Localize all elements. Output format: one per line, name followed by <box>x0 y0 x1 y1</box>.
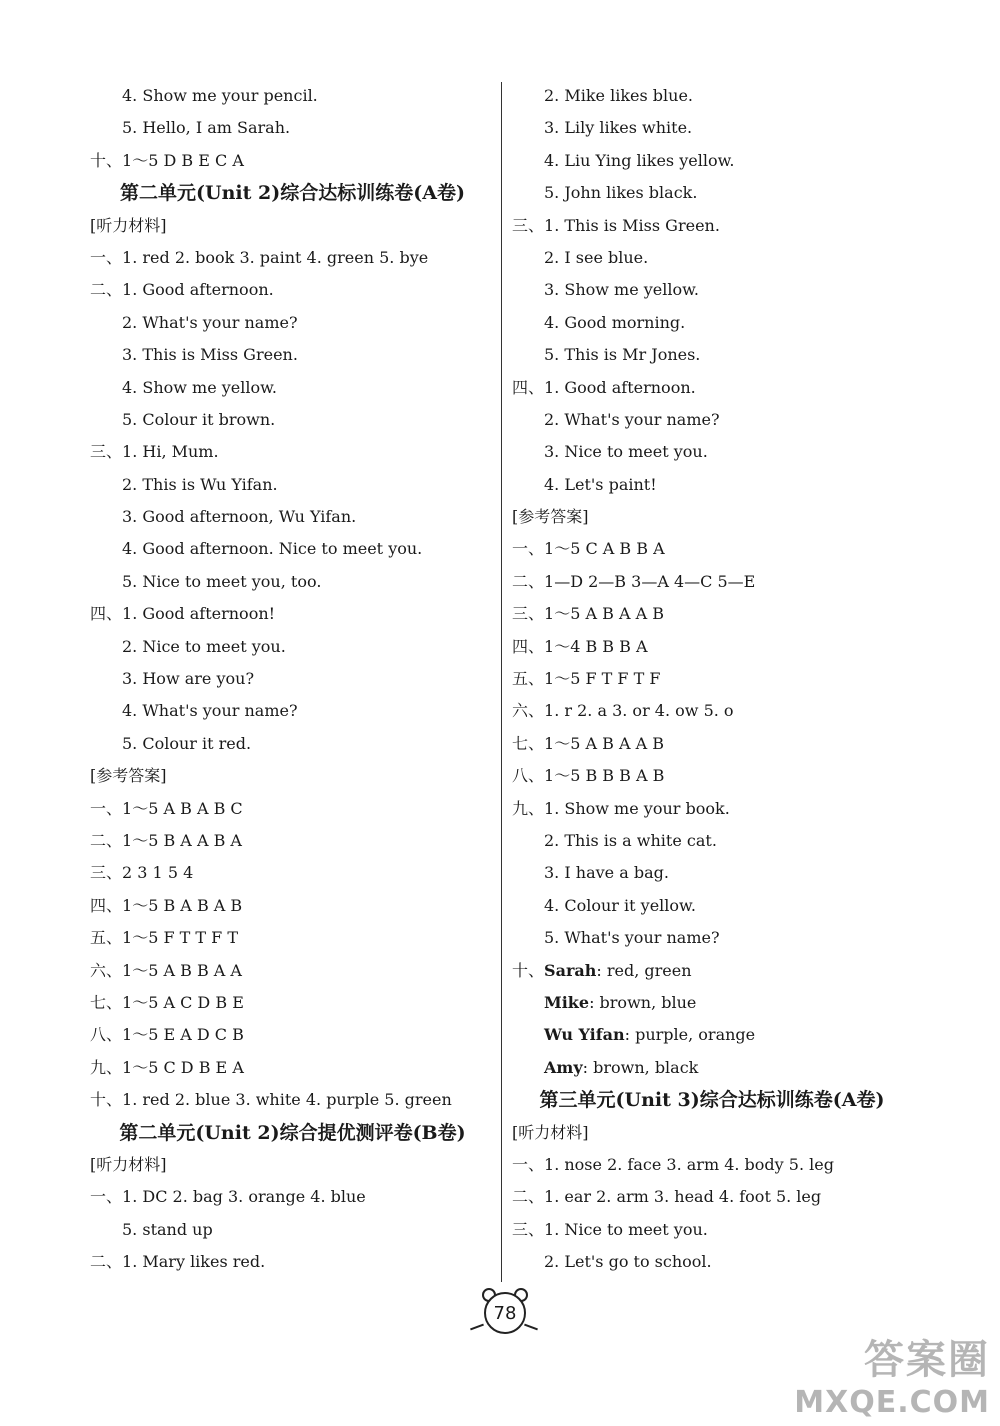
answer-line <box>90 663 495 695</box>
left-column <box>90 80 495 1278</box>
line-text: 5. Colour it brown. <box>122 409 276 429</box>
line-text: 5. This is Mr Jones. <box>544 345 701 365</box>
answer-line <box>90 339 495 371</box>
question-line <box>90 145 495 177</box>
question-line <box>512 663 912 695</box>
question-number: 五、 <box>512 669 545 689</box>
answer-line <box>90 372 495 404</box>
question-number: 一、 <box>90 798 123 818</box>
question-number: 四、 <box>90 895 123 915</box>
line-text: 5. Nice to meet you, too. <box>122 571 322 591</box>
question-number: 七、 <box>90 992 123 1012</box>
line-text: 1. red 2. blue 3. white 4. purple 5. green <box>122 1090 452 1110</box>
line-text: 4. Good morning. <box>544 312 686 332</box>
subsection-label: [听力材料] <box>90 1154 167 1174</box>
line-text: 1～5 E A D C B <box>122 1025 244 1045</box>
answer-line <box>90 533 495 565</box>
answer-line <box>90 112 495 144</box>
answer-line <box>512 1019 912 1051</box>
line-text: 1. Nice to meet you. <box>544 1219 708 1239</box>
line-text: 1～5 A B A A B <box>544 604 664 624</box>
line-text: 1. This is Miss Green. <box>544 215 720 235</box>
page-number: 78 <box>484 1292 526 1334</box>
question-number: 三、 <box>512 215 545 235</box>
answer-line <box>512 177 912 209</box>
answer-line <box>90 404 495 436</box>
line-text: 1～5 F T T F T <box>122 928 239 948</box>
question-line <box>512 1214 912 1246</box>
question-number: 六、 <box>512 701 545 721</box>
question-line <box>512 372 912 404</box>
answer-line <box>512 825 912 857</box>
answer-line <box>512 987 912 1019</box>
question-line <box>90 598 495 630</box>
answer-line <box>512 922 912 954</box>
answer-line <box>90 469 495 501</box>
line-text: 3. Show me yellow. <box>544 280 700 300</box>
line-text: 1. Good afternoon. <box>544 377 696 397</box>
question-number: 一、 <box>512 1154 545 1174</box>
section-heading: 第三单元(Unit 3)综合达标训练卷(A卷) <box>539 1089 885 1112</box>
line-text: 4. What's your name? <box>122 701 298 721</box>
speaker-name: Mike <box>544 992 590 1012</box>
line-text: 1～5 B B B A B <box>544 766 665 786</box>
line-text: 2. Let's go to school. <box>544 1252 712 1272</box>
question-line <box>90 274 495 306</box>
question-number: 八、 <box>90 1025 123 1045</box>
subsection-label: [参考答案] <box>512 507 589 527</box>
answer-line <box>512 857 912 889</box>
section-heading: 第二单元(Unit 2)综合提优测评卷(B卷) <box>119 1121 466 1144</box>
line-text: 3. Lily likes white. <box>544 118 693 138</box>
answer-line <box>512 404 912 436</box>
watermark-title: 答案圈 <box>864 1337 990 1383</box>
line-text: 1～5 C A B B A <box>544 539 665 559</box>
question-line <box>90 793 495 825</box>
question-number: 十、 <box>512 960 545 980</box>
line-text: 2. This is a white cat. <box>544 830 717 850</box>
line-text: 2. What's your name? <box>544 409 720 429</box>
question-line <box>90 1019 495 1051</box>
line-text: 1—D 2—B 3—A 4—C 5—E <box>544 571 756 591</box>
line-text: 5. Hello, I am Sarah. <box>122 118 291 138</box>
question-number: 七、 <box>512 733 545 753</box>
leg-icon <box>470 1324 484 1331</box>
line-text: 1. Show me your book. <box>544 798 730 818</box>
question-line <box>512 760 912 792</box>
question-line <box>90 825 495 857</box>
question-number: 二、 <box>90 1252 123 1272</box>
question-line <box>512 598 912 630</box>
question-number: 六、 <box>90 960 123 980</box>
question-number: 九、 <box>90 1057 123 1077</box>
line-text: 1～5 B A A B A <box>122 830 242 850</box>
line-text: 5. stand up <box>122 1219 213 1239</box>
question-line <box>90 955 495 987</box>
question-number: 四、 <box>512 377 545 397</box>
line-text: 1～5 D B E C A <box>122 150 244 170</box>
question-line <box>90 890 495 922</box>
line-text: 4. Good afternoon. Nice to meet you. <box>122 539 423 559</box>
line-text: 2. Mike likes blue. <box>544 86 694 105</box>
line-text: 4. Liu Ying likes yellow. <box>544 150 735 170</box>
answer-line <box>90 307 495 339</box>
line-text: 5. Colour it red. <box>122 733 252 753</box>
line-text: 4. Colour it yellow. <box>544 895 696 915</box>
section-heading: 第二单元(Unit 2)综合达标训练卷(A卷) <box>120 182 465 205</box>
answer-line <box>90 80 495 112</box>
answer-line <box>512 145 912 177</box>
answer-line <box>512 80 912 112</box>
answer-line <box>512 469 912 501</box>
speaker-name: Amy <box>544 1057 583 1077</box>
question-number: 九、 <box>512 798 545 818</box>
question-line <box>90 1246 495 1278</box>
line-text: 3. I have a bag. <box>544 863 669 883</box>
right-column <box>512 80 912 1278</box>
line-text: 1. r 2. a 3. or 4. ow 5. o <box>544 701 734 721</box>
subsection-label: [听力材料] <box>90 215 167 235</box>
line-text: 1～5 A C D B E <box>122 992 244 1012</box>
question-line <box>90 1052 495 1084</box>
question-number: 四、 <box>90 604 123 624</box>
question-line <box>90 242 495 274</box>
question-line <box>512 566 912 598</box>
question-line <box>512 1181 912 1213</box>
answer-line <box>512 1052 912 1084</box>
line-text: 1～4 B B B A <box>544 636 648 656</box>
line-text: 1～5 A B A A B <box>544 733 664 753</box>
question-number: 三、 <box>90 863 123 883</box>
line-text: 3. This is Miss Green. <box>122 345 298 365</box>
line-text: 4. Let's paint! <box>544 474 657 494</box>
question-line <box>512 695 912 727</box>
question-line <box>512 1149 912 1181</box>
line-text: : brown, black <box>582 1057 699 1077</box>
question-number: 八、 <box>512 766 545 786</box>
subsection-label: [参考答案] <box>90 766 167 786</box>
line-text: 1～5 A B B A A <box>122 960 242 980</box>
answer-line <box>512 112 912 144</box>
question-number: 二、 <box>512 1187 545 1207</box>
question-number: 三、 <box>512 604 545 624</box>
line-text: : purple, orange <box>624 1025 756 1045</box>
question-number: 二、 <box>512 571 545 591</box>
answer-line <box>512 436 912 468</box>
answer-line <box>90 501 495 533</box>
line-text: 3. How are you? <box>122 669 255 689</box>
answer-line <box>90 566 495 598</box>
question-number: 三、 <box>512 1219 545 1239</box>
line-text: 2. What's your name? <box>122 312 298 332</box>
line-text: 3. Good afternoon, Wu Yifan. <box>122 507 357 527</box>
question-line <box>512 793 912 825</box>
line-text: 2. This is Wu Yifan. <box>122 474 278 494</box>
line-text: 1. DC 2. bag 3. orange 4. blue <box>122 1187 366 1207</box>
question-line <box>512 955 912 987</box>
line-text: 1. ear 2. arm 3. head 4. foot 5. leg <box>544 1187 822 1207</box>
answer-line <box>512 1246 912 1278</box>
line-text: 1. Mary likes red. <box>122 1252 266 1272</box>
line-text: 1～5 F T F T F <box>544 669 661 689</box>
line-text: : brown, blue <box>589 992 697 1012</box>
speaker-name: Wu Yifan <box>544 1025 625 1045</box>
question-number: 十、 <box>90 1090 123 1110</box>
line-text: 1. red 2. book 3. paint 4. green 5. bye <box>122 247 429 267</box>
question-number: 五、 <box>90 928 123 948</box>
question-number: 一、 <box>90 247 123 267</box>
line-text: 1～5 B A B A B <box>122 895 243 915</box>
answer-line <box>512 242 912 274</box>
page-number-badge <box>470 1288 540 1336</box>
question-line <box>512 533 912 565</box>
question-line <box>90 1181 495 1213</box>
line-text: 2. I see blue. <box>544 247 649 267</box>
line-text: 5. John likes black. <box>544 183 698 203</box>
line-text: 4. Show me yellow. <box>122 377 278 397</box>
question-number: 二、 <box>90 280 123 300</box>
question-line <box>90 987 495 1019</box>
line-text: : red, green <box>596 960 692 980</box>
answer-line <box>512 890 912 922</box>
question-number: 三、 <box>90 442 123 462</box>
question-number: 一、 <box>90 1187 123 1207</box>
line-text: 1～5 C D B E A <box>122 1057 244 1077</box>
line-text: 5. What's your name? <box>544 928 720 948</box>
line-text: 4. Show me your pencil. <box>122 86 318 105</box>
answer-line <box>512 274 912 306</box>
question-number: 十、 <box>90 150 123 170</box>
question-number: 四、 <box>512 636 545 656</box>
column-divider <box>501 82 502 1282</box>
line-text: 2. Nice to meet you. <box>122 636 286 656</box>
answer-line <box>90 631 495 663</box>
answer-line <box>512 307 912 339</box>
line-text: 1～5 A B A B C <box>122 798 243 818</box>
answer-line <box>90 695 495 727</box>
watermark-url: MXQE.COM <box>794 1385 990 1420</box>
answer-line <box>512 339 912 371</box>
line-text: 1. Good afternoon! <box>122 604 276 624</box>
line-text: 2 3 1 5 4 <box>122 863 194 883</box>
question-number: 一、 <box>512 539 545 559</box>
speaker-name: Sarah <box>544 960 597 980</box>
line-text: 1. nose 2. face 3. arm 4. body 5. leg <box>544 1154 834 1174</box>
question-line <box>512 728 912 760</box>
answer-line <box>90 728 495 760</box>
line-text: 3. Nice to meet you. <box>544 442 708 462</box>
question-line <box>512 210 912 242</box>
watermark <box>770 1328 990 1418</box>
question-line <box>90 436 495 468</box>
question-line <box>512 631 912 663</box>
answer-line <box>90 1214 495 1246</box>
question-number: 二、 <box>90 830 123 850</box>
question-line <box>90 857 495 889</box>
subsection-label: [听力材料] <box>512 1122 589 1142</box>
line-text: 1. Good afternoon. <box>122 280 274 300</box>
question-line <box>90 922 495 954</box>
question-line <box>90 1084 495 1116</box>
line-text: 1. Hi, Mum. <box>122 442 219 462</box>
leg-icon <box>524 1324 538 1331</box>
